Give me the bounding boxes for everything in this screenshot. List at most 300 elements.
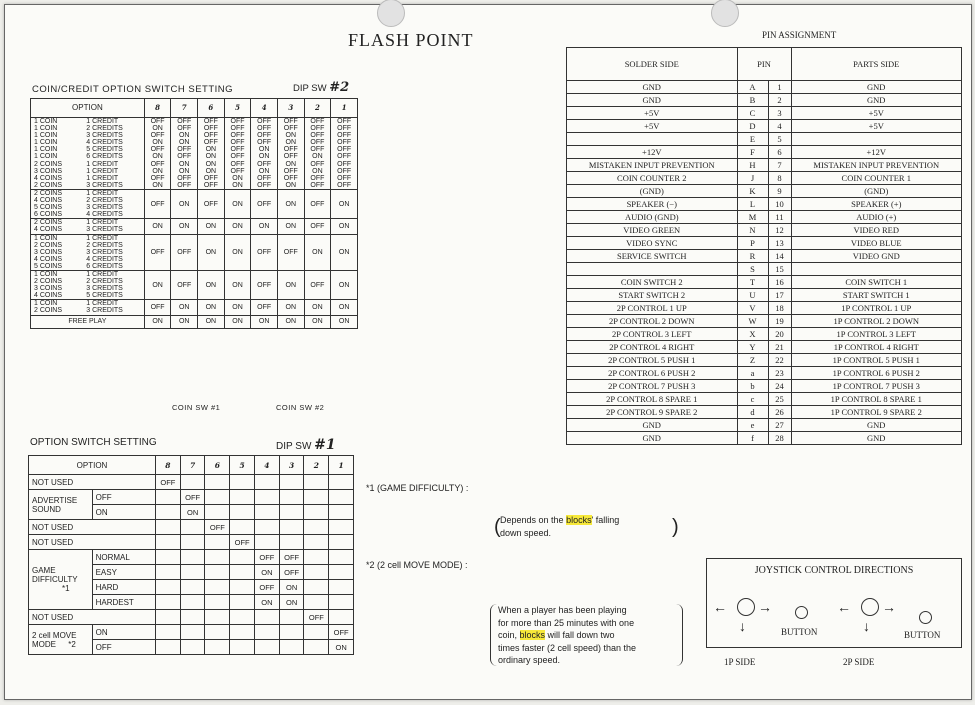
parts-side-signal: 1P CONTROL 6 PUSH 2 bbox=[791, 367, 962, 380]
coin-count: 2 COINS bbox=[31, 182, 84, 190]
option-row-not-used bbox=[29, 535, 354, 550]
pin-letter: C bbox=[737, 107, 768, 120]
switch-cell bbox=[155, 625, 180, 640]
switch-value: OFF bbox=[277, 175, 304, 182]
switch-value: ON bbox=[224, 175, 251, 182]
pin-letter: R bbox=[737, 250, 768, 263]
pin-row bbox=[567, 120, 962, 133]
credit-count: 5 CREDITS bbox=[83, 292, 144, 300]
switch-value: OFF bbox=[230, 535, 255, 550]
coin-count: 1 COIN bbox=[31, 270, 84, 278]
switch-number: 4 bbox=[254, 456, 279, 475]
switch-value: OFF bbox=[224, 161, 251, 168]
coin-count: 3 COINS bbox=[31, 285, 84, 292]
parts-side-signal: VIDEO BLUE bbox=[791, 237, 962, 250]
switch-cell bbox=[304, 520, 329, 535]
switch-cell bbox=[205, 580, 230, 595]
pin-row bbox=[567, 146, 962, 159]
switch-value: ON bbox=[171, 315, 198, 328]
credit-count: 6 CREDITS bbox=[83, 153, 144, 160]
switch-cell bbox=[230, 610, 255, 625]
switch-value: OFF bbox=[251, 300, 278, 315]
switch-cell bbox=[230, 505, 255, 520]
solder-side-signal: SERVICE SWITCH bbox=[567, 250, 738, 263]
switch-cell bbox=[205, 535, 230, 550]
switch-value: OFF bbox=[144, 189, 171, 218]
difficulty-hard: HARD bbox=[92, 580, 155, 595]
solder-side-signal: 2P CONTROL 2 DOWN bbox=[567, 315, 738, 328]
switch-value: OFF bbox=[251, 125, 278, 132]
down-arrow-icon: ↓ bbox=[739, 618, 746, 634]
switch-value: OFF bbox=[251, 118, 278, 126]
pin-number: 24 bbox=[768, 380, 791, 393]
switch-cell bbox=[180, 520, 205, 535]
coin-count: 4 COINS bbox=[31, 226, 84, 234]
switch-value: OFF bbox=[198, 132, 225, 139]
game-difficulty-label: GAME DIFFICULTY *1 bbox=[29, 550, 93, 610]
switch-value: OFF bbox=[331, 139, 358, 146]
solder-side-signal: 2P CONTROL 1 UP bbox=[567, 302, 738, 315]
switch-value: OFF bbox=[331, 182, 358, 190]
pin-row bbox=[567, 341, 962, 354]
pin-letter: V bbox=[737, 302, 768, 315]
coin-table-row bbox=[31, 161, 358, 168]
pin-number: 2 bbox=[768, 94, 791, 107]
pin-row bbox=[567, 107, 962, 120]
switch-value: ON bbox=[251, 168, 278, 175]
switch-cell bbox=[279, 535, 304, 550]
switch-value: OFF bbox=[171, 234, 198, 270]
pin-row bbox=[567, 263, 962, 276]
switch-value: ON bbox=[144, 182, 171, 190]
credit-count: 1 CREDIT bbox=[83, 234, 144, 242]
pin-number: 7 bbox=[768, 159, 791, 172]
joystick-ball-icon bbox=[861, 598, 879, 616]
switch-cell bbox=[155, 640, 180, 655]
switch-value: ON bbox=[329, 640, 354, 655]
parts-side-signal: 1P CONTROL 7 PUSH 3 bbox=[791, 380, 962, 393]
switch-cell bbox=[329, 490, 354, 505]
switch-value: OFF bbox=[331, 125, 358, 132]
pin-letter: A bbox=[737, 81, 768, 94]
switch-value: ON bbox=[171, 161, 198, 168]
switch-cell bbox=[155, 535, 180, 550]
switch-cell bbox=[155, 550, 180, 565]
pin-row bbox=[567, 367, 962, 380]
switch-cell bbox=[230, 520, 255, 535]
parts-side-signal: COIN SWITCH 1 bbox=[791, 276, 962, 289]
switch-value: ON bbox=[251, 315, 278, 328]
pin-letter: a bbox=[737, 367, 768, 380]
switch-value: OFF bbox=[180, 490, 205, 505]
switch-value: ON bbox=[144, 139, 171, 146]
move-mode-label: 2 cell MOVE MODE *2 bbox=[29, 625, 93, 655]
switch-value: ON bbox=[331, 270, 358, 299]
switch-cell bbox=[279, 490, 304, 505]
pin-number: 12 bbox=[768, 224, 791, 237]
switch-cell bbox=[254, 640, 279, 655]
pin-number: 27 bbox=[768, 419, 791, 432]
pin-letter: E bbox=[737, 133, 768, 146]
switch-value: OFF bbox=[198, 182, 225, 190]
switch-cell bbox=[230, 490, 255, 505]
pin-number: 1 bbox=[768, 81, 791, 94]
switch-cell bbox=[304, 640, 329, 655]
solder-side-signal: GND bbox=[567, 419, 738, 432]
switch-cell bbox=[155, 505, 180, 520]
pin-letter: K bbox=[737, 185, 768, 198]
switch-cell bbox=[205, 610, 230, 625]
solder-side-signal: +5V bbox=[567, 107, 738, 120]
switch-value: ON bbox=[144, 270, 171, 299]
switch-value: OFF bbox=[144, 132, 171, 139]
credit-count: 2 CREDITS bbox=[83, 242, 144, 249]
switch-cell bbox=[180, 595, 205, 610]
solder-side-signal: GND bbox=[567, 432, 738, 445]
switch-value: OFF bbox=[331, 146, 358, 153]
right-arrow-icon: → bbox=[758, 599, 772, 615]
switch-value: OFF bbox=[198, 175, 225, 182]
coin-table-row bbox=[31, 168, 358, 175]
option-table-heading: OPTION SWITCH SETTING bbox=[30, 437, 157, 448]
switch-value: OFF bbox=[304, 161, 331, 168]
switch-cell bbox=[230, 580, 255, 595]
switch-value: ON bbox=[331, 219, 358, 234]
switch-value: OFF bbox=[224, 139, 251, 146]
switch-cell bbox=[254, 535, 279, 550]
solder-side-signal: VIDEO GREEN bbox=[567, 224, 738, 237]
switch-value: OFF bbox=[171, 153, 198, 160]
parts-side-signal: VIDEO GND bbox=[791, 250, 962, 263]
option-switch-table bbox=[28, 455, 354, 655]
pin-letter: Z bbox=[737, 354, 768, 367]
switch-value: ON bbox=[304, 168, 331, 175]
switch-cell bbox=[329, 550, 354, 565]
pin-number: 26 bbox=[768, 406, 791, 419]
not-used-label: NOT USED bbox=[29, 520, 156, 535]
pin-row bbox=[567, 302, 962, 315]
button-icon bbox=[919, 611, 932, 624]
switch-value: OFF bbox=[198, 189, 225, 218]
switch-cell bbox=[205, 625, 230, 640]
coin-count: 1 COIN bbox=[31, 234, 84, 242]
switch-cell bbox=[155, 580, 180, 595]
switch-cell bbox=[155, 595, 180, 610]
pin-number: 20 bbox=[768, 328, 791, 341]
solder-side-signal: COIN SWITCH 2 bbox=[567, 276, 738, 289]
solder-side-signal: SPEAKER (−) bbox=[567, 198, 738, 211]
pin-number: 21 bbox=[768, 341, 791, 354]
pin-number: 25 bbox=[768, 393, 791, 406]
switch-cell bbox=[155, 490, 180, 505]
switch-value: OFF bbox=[304, 270, 331, 299]
pin-row bbox=[567, 250, 962, 263]
pin-number: 28 bbox=[768, 432, 791, 445]
switch-cell bbox=[230, 550, 255, 565]
pin-header: PIN bbox=[737, 48, 791, 81]
coin-table-header-row bbox=[31, 99, 358, 118]
joystick-diagram bbox=[706, 558, 962, 648]
switch-cell bbox=[254, 505, 279, 520]
pin-row bbox=[567, 211, 962, 224]
parts-side-signal: AUDIO (+) bbox=[791, 211, 962, 224]
pin-row bbox=[567, 133, 962, 146]
switch-value: ON bbox=[251, 153, 278, 160]
option-dip-number: #1 bbox=[314, 437, 336, 453]
switch-number: 7 bbox=[180, 456, 205, 475]
credit-count: 1 CREDIT bbox=[83, 270, 144, 278]
switch-value: OFF bbox=[251, 139, 278, 146]
switch-cell bbox=[304, 490, 329, 505]
switch-value: OFF bbox=[304, 132, 331, 139]
solder-side-signal: +12V bbox=[567, 146, 738, 159]
switch-value: OFF bbox=[224, 146, 251, 153]
solder-side-signal: AUDIO (GND) bbox=[567, 211, 738, 224]
coin-count: 5 COINS bbox=[31, 204, 84, 211]
solder-side-signal: 2P CONTROL 6 PUSH 2 bbox=[567, 367, 738, 380]
note-2-text: When a player has been playing for more than 25 minutes with one coin, blocks will fall down two times faster (2 cell speed) than the ordinary speed. bbox=[498, 604, 636, 667]
pin-row bbox=[567, 354, 962, 367]
parts-side-signal: COIN COUNTER 1 bbox=[791, 172, 962, 185]
switch-cell bbox=[329, 610, 354, 625]
parts-side-signal: MISTAKEN INPUT PREVENTION bbox=[791, 159, 962, 172]
switch-number: 7 bbox=[171, 99, 198, 118]
solder-side-signal: 2P CONTROL 7 PUSH 3 bbox=[567, 380, 738, 393]
pin-letter: W bbox=[737, 315, 768, 328]
switch-value: ON bbox=[277, 315, 304, 328]
switch-value: OFF bbox=[224, 125, 251, 132]
pin-number: 13 bbox=[768, 237, 791, 250]
switch-value: ON bbox=[304, 234, 331, 270]
parts-side-header: PARTS SIDE bbox=[791, 48, 962, 81]
switch-number: 6 bbox=[205, 456, 230, 475]
switch-cell bbox=[304, 565, 329, 580]
switch-value: ON bbox=[144, 168, 171, 175]
switch-value: OFF bbox=[304, 125, 331, 132]
switch-value: ON bbox=[331, 300, 358, 315]
switch-value: OFF bbox=[304, 175, 331, 182]
switch-value: OFF bbox=[171, 175, 198, 182]
coin-dip-label: DIP SW #2 bbox=[293, 80, 350, 95]
switch-value: ON bbox=[331, 189, 358, 218]
switch-value: OFF bbox=[198, 118, 225, 126]
switch-value: ON bbox=[198, 270, 225, 299]
switch-cell bbox=[254, 475, 279, 490]
switch-value: ON bbox=[224, 270, 251, 299]
parts-side-signal: GND bbox=[791, 81, 962, 94]
switch-value: OFF bbox=[224, 168, 251, 175]
pin-letter: b bbox=[737, 380, 768, 393]
switch-value: ON bbox=[144, 219, 171, 234]
coin-count: 1 COIN bbox=[31, 153, 84, 160]
switch-value: OFF bbox=[277, 125, 304, 132]
pin-number: 10 bbox=[768, 198, 791, 211]
credit-count: 3 CREDITS bbox=[83, 132, 144, 139]
switch-value: OFF bbox=[144, 234, 171, 270]
switch-value: ON bbox=[224, 300, 251, 315]
1p-side-label: 1P SIDE bbox=[724, 657, 756, 667]
switch-value: ON bbox=[331, 315, 358, 328]
option-dip-label: DIP SW #1 bbox=[276, 437, 336, 453]
free-play-row bbox=[31, 315, 358, 328]
credit-count: 1 CREDIT bbox=[83, 189, 144, 197]
parts-side-signal: 1P CONTROL 5 PUSH 1 bbox=[791, 354, 962, 367]
note-1-text: ( Depends on the blocks' falling down speed. ) bbox=[494, 515, 679, 538]
switch-cell bbox=[230, 475, 255, 490]
solder-side-signal: 2P CONTROL 3 LEFT bbox=[567, 328, 738, 341]
coin-table-row bbox=[31, 146, 358, 153]
switch-value: OFF bbox=[144, 146, 171, 153]
pin-row bbox=[567, 81, 962, 94]
difficulty-hardest: HARDEST bbox=[92, 595, 155, 610]
coin-table-row bbox=[31, 125, 358, 132]
switch-value: OFF bbox=[277, 168, 304, 175]
left-arrow-icon: ← bbox=[837, 599, 851, 615]
switch-value: OFF bbox=[331, 168, 358, 175]
coin-count: 4 COINS bbox=[31, 256, 84, 263]
pin-row bbox=[567, 393, 962, 406]
pin-number: 22 bbox=[768, 354, 791, 367]
switch-cell bbox=[155, 520, 180, 535]
coin-count: 2 COINS bbox=[31, 242, 84, 249]
switch-cell bbox=[254, 490, 279, 505]
option-table-header-row bbox=[29, 456, 354, 475]
pin-row bbox=[567, 94, 962, 107]
switch-value: ON bbox=[171, 168, 198, 175]
pin-row bbox=[567, 185, 962, 198]
switch-value: OFF bbox=[144, 161, 171, 168]
option-row-not-used bbox=[29, 610, 354, 625]
switch-cell bbox=[155, 610, 180, 625]
coin-count: 1 COIN bbox=[31, 139, 84, 146]
credit-count: 1 CREDIT bbox=[83, 175, 144, 182]
solder-side-signal: 2P CONTROL 5 PUSH 1 bbox=[567, 354, 738, 367]
switch-cell bbox=[329, 535, 354, 550]
switch-cell bbox=[329, 505, 354, 520]
punch-hole bbox=[377, 0, 405, 27]
pin-letter: c bbox=[737, 393, 768, 406]
parts-side-signal: VIDEO RED bbox=[791, 224, 962, 237]
switch-value: OFF bbox=[251, 234, 278, 270]
switch-value: OFF bbox=[198, 125, 225, 132]
switch-cell bbox=[304, 550, 329, 565]
switch-value: ON bbox=[171, 219, 198, 234]
setting-off: OFF bbox=[92, 640, 155, 655]
switch-cell bbox=[254, 610, 279, 625]
credit-count: 6 CREDITS bbox=[83, 263, 144, 271]
switch-cell bbox=[279, 505, 304, 520]
switch-value: ON bbox=[171, 139, 198, 146]
option-row-advertise bbox=[29, 490, 354, 505]
coin-table-row bbox=[31, 219, 358, 227]
solder-side-signal: 2P CONTROL 8 SPARE 1 bbox=[567, 393, 738, 406]
pin-number: 11 bbox=[768, 211, 791, 224]
switch-cell bbox=[205, 565, 230, 580]
credit-count: 3 CREDITS bbox=[83, 307, 144, 315]
switch-value: ON bbox=[331, 234, 358, 270]
switch-value: ON bbox=[171, 300, 198, 315]
switch-value: OFF bbox=[277, 118, 304, 126]
pin-number: 5 bbox=[768, 133, 791, 146]
credit-count: 4 CREDITS bbox=[83, 256, 144, 263]
switch-value: ON bbox=[224, 189, 251, 218]
switch-value: OFF bbox=[277, 146, 304, 153]
parts-side-signal: 1P CONTROL 2 DOWN bbox=[791, 315, 962, 328]
down-arrow-icon: ↓ bbox=[863, 618, 870, 634]
coin-sw-1-label: COIN SW #1 bbox=[172, 403, 221, 412]
coin-count: 2 COINS bbox=[31, 189, 84, 197]
pin-number: 19 bbox=[768, 315, 791, 328]
credit-count: 3 CREDITS bbox=[83, 226, 144, 234]
switch-value: OFF bbox=[329, 625, 354, 640]
switch-cell bbox=[230, 640, 255, 655]
coin-count: 3 COINS bbox=[31, 249, 84, 256]
switch-value: ON bbox=[279, 580, 304, 595]
switch-value: OFF bbox=[277, 153, 304, 160]
pin-letter: D bbox=[737, 120, 768, 133]
pin-letter: U bbox=[737, 289, 768, 302]
coin-dip-number: #2 bbox=[329, 80, 350, 95]
switch-number: 3 bbox=[279, 456, 304, 475]
pin-row bbox=[567, 276, 962, 289]
switch-cell bbox=[205, 550, 230, 565]
pin-number: 3 bbox=[768, 107, 791, 120]
credit-count: 1 CREDIT bbox=[83, 118, 144, 126]
switch-cell bbox=[205, 490, 230, 505]
switch-value: ON bbox=[277, 161, 304, 168]
switch-cell bbox=[180, 475, 205, 490]
switch-cell bbox=[254, 520, 279, 535]
switch-value: ON bbox=[277, 300, 304, 315]
parts-side-signal: +5V bbox=[791, 107, 962, 120]
parts-side-signal: +5V bbox=[791, 120, 962, 133]
pin-letter: F bbox=[737, 146, 768, 159]
switch-cell bbox=[329, 475, 354, 490]
switch-number: 8 bbox=[144, 99, 171, 118]
pin-row bbox=[567, 224, 962, 237]
switch-cell bbox=[230, 565, 255, 580]
switch-value: OFF bbox=[304, 610, 329, 625]
not-used-label: NOT USED bbox=[29, 610, 156, 625]
parts-side-signal bbox=[791, 263, 962, 276]
solder-side-signal: MISTAKEN INPUT PREVENTION bbox=[567, 159, 738, 172]
switch-value: OFF bbox=[251, 161, 278, 168]
switch-cell bbox=[180, 625, 205, 640]
coin-table-row bbox=[31, 189, 358, 197]
option-header: OPTION bbox=[29, 456, 156, 475]
option-row-not-used bbox=[29, 475, 354, 490]
pin-letter: L bbox=[737, 198, 768, 211]
switch-number: 8 bbox=[155, 456, 180, 475]
switch-value: ON bbox=[277, 219, 304, 234]
coin-table-row bbox=[31, 139, 358, 146]
coin-count: 1 COIN bbox=[31, 125, 84, 132]
coin-count: 2 COINS bbox=[31, 307, 84, 315]
parts-side-signal: START SWITCH 1 bbox=[791, 289, 962, 302]
coin-table-row bbox=[31, 118, 358, 126]
switch-number: 6 bbox=[198, 99, 225, 118]
credit-count: 1 CREDIT bbox=[83, 161, 144, 168]
switch-number: 5 bbox=[230, 456, 255, 475]
switch-number: 2 bbox=[304, 456, 329, 475]
switch-number: 5 bbox=[224, 99, 251, 118]
coin-count: 4 COINS bbox=[31, 175, 84, 182]
switch-value: ON bbox=[198, 153, 225, 160]
parts-side-signal: 1P CONTROL 3 LEFT bbox=[791, 328, 962, 341]
switch-value: OFF bbox=[304, 189, 331, 218]
switch-cell bbox=[279, 520, 304, 535]
solder-side-signal: +5V bbox=[567, 120, 738, 133]
